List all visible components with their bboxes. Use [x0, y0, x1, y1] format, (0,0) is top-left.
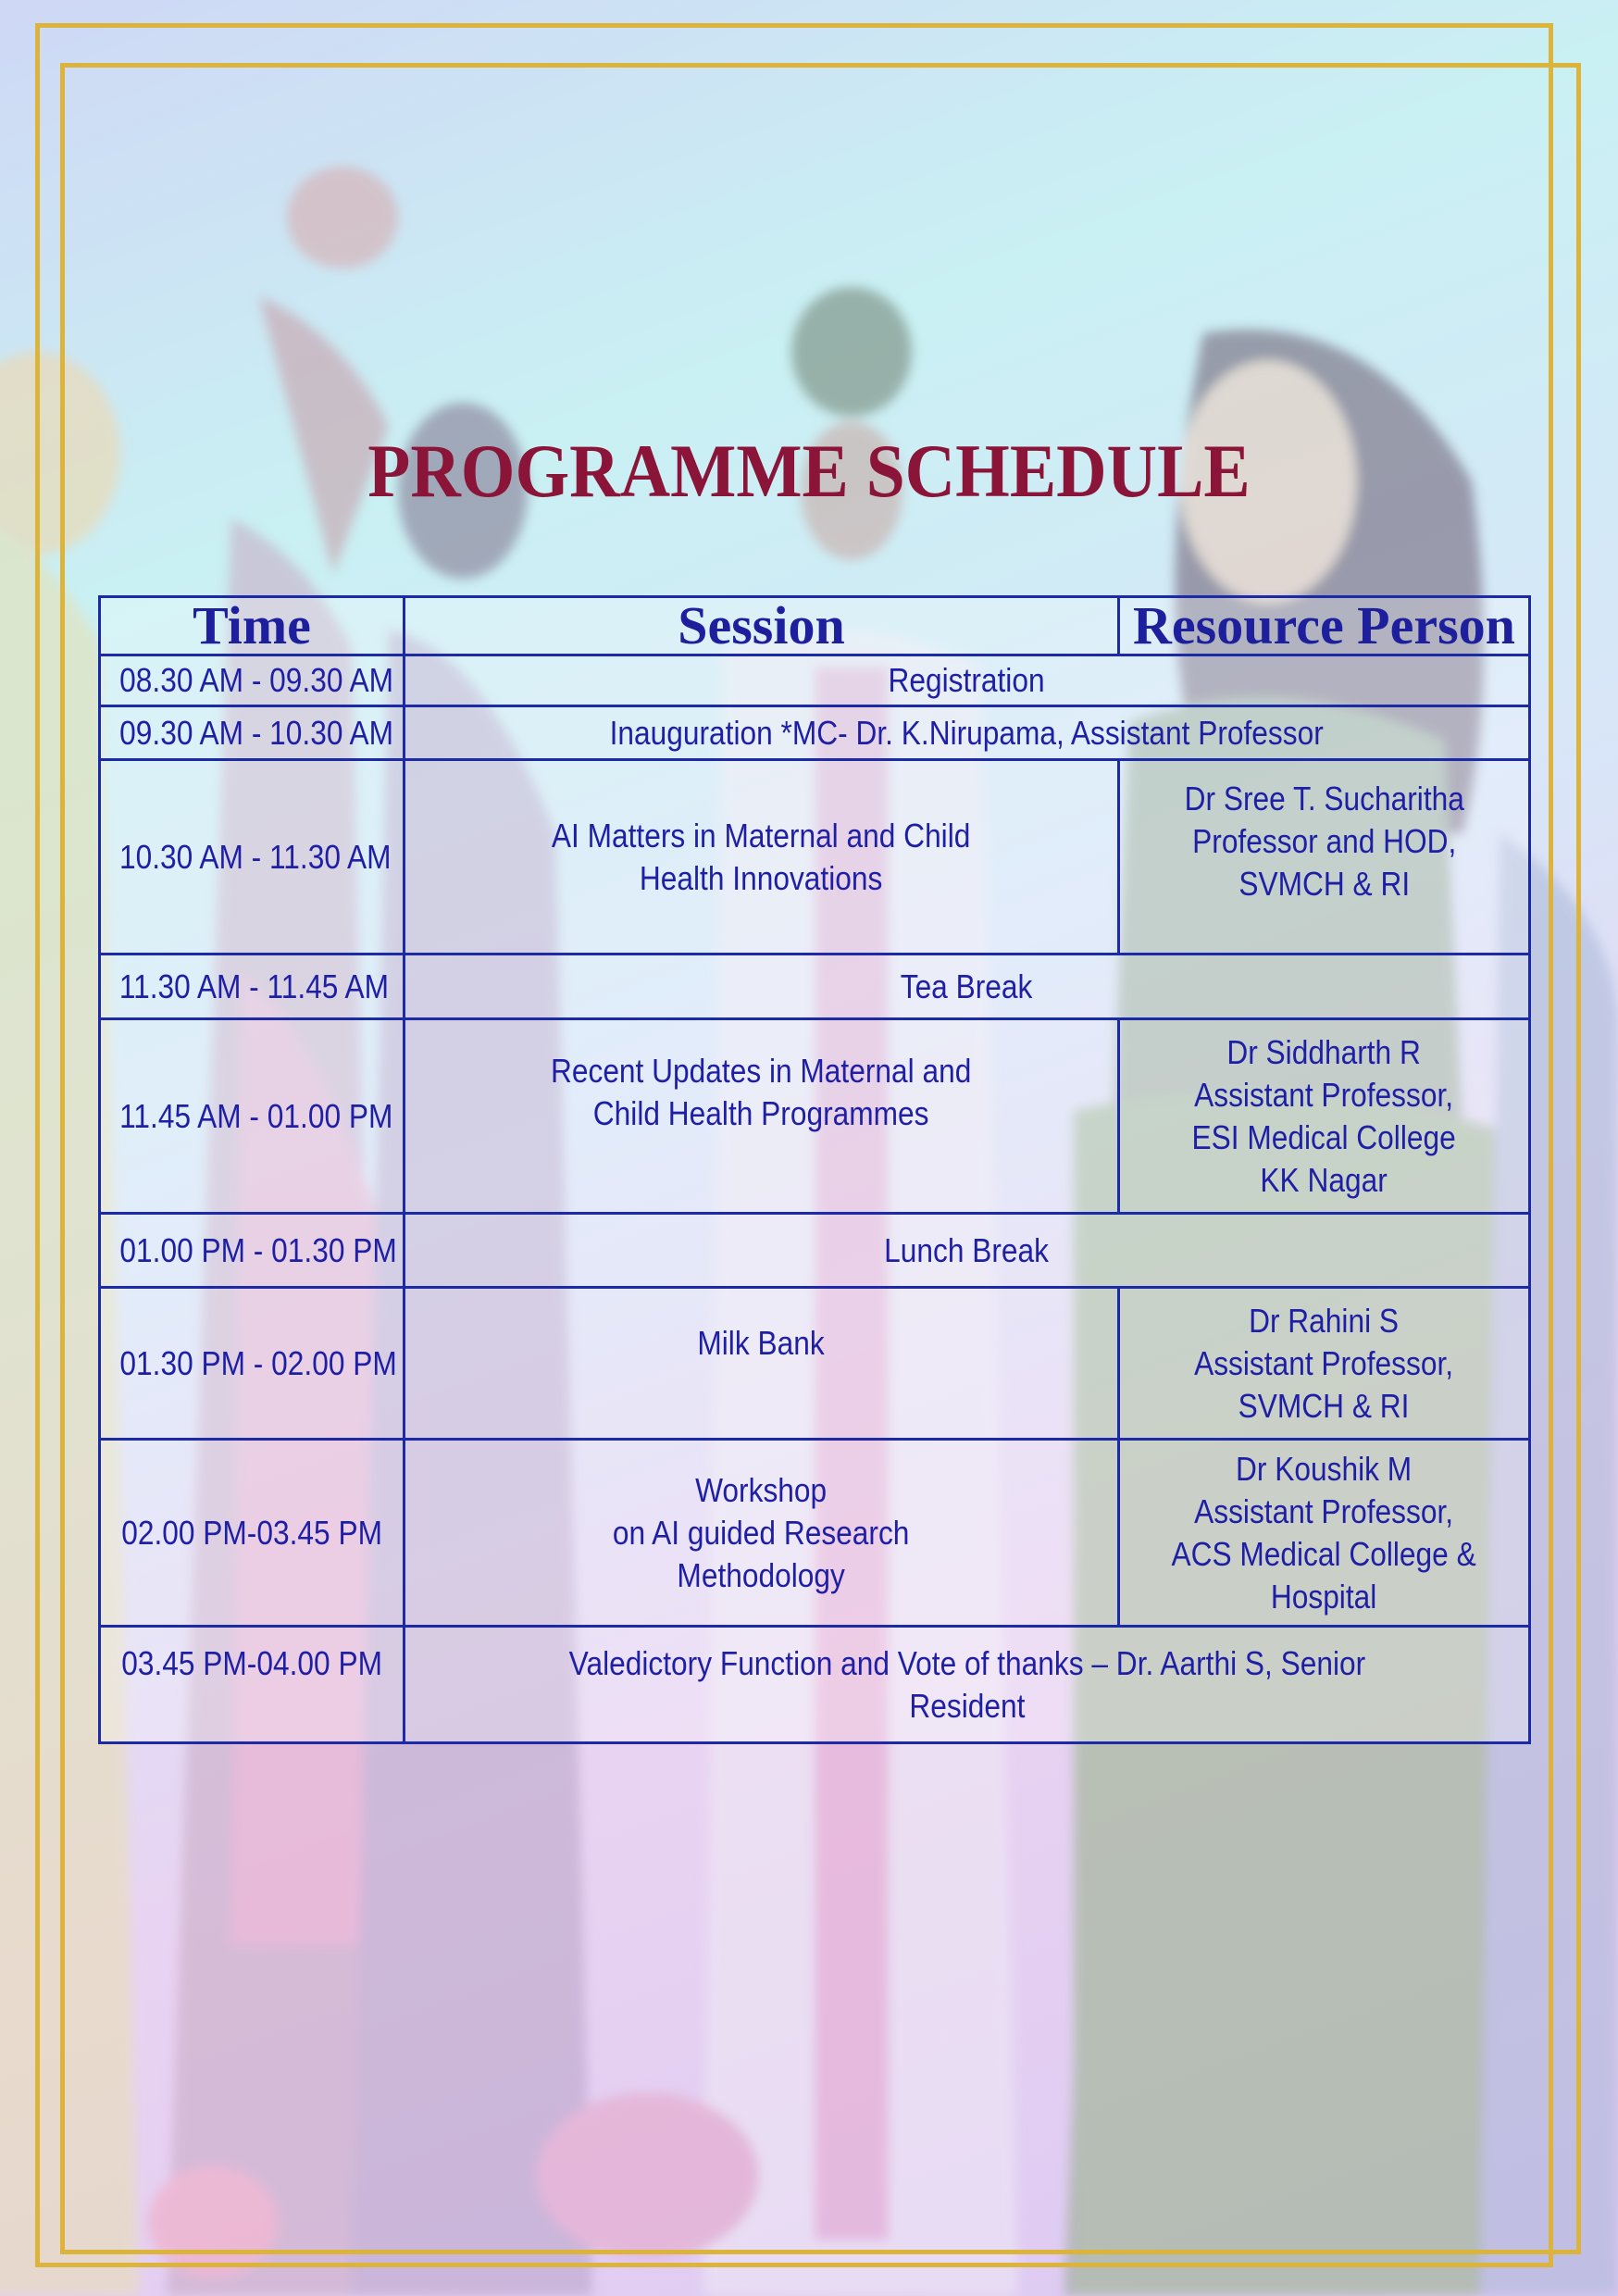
table-row — [100, 760, 1530, 955]
session-cell: Milk Bank — [404, 1288, 1119, 1440]
time-cell: 10.30 AM - 11.30 AM — [100, 760, 404, 955]
table-row — [100, 655, 1530, 706]
resource-cell: Dr Rahini S Assistant Professor, SVMCH & RI — [1119, 1288, 1530, 1440]
table-row — [100, 1288, 1530, 1440]
table-row — [100, 1440, 1530, 1627]
resource-cell: Dr Siddharth R Assistant Professor, ESI Medical College KK Nagar — [1119, 1019, 1530, 1214]
time-cell: 03.45 PM-04.00 PM — [100, 1627, 404, 1743]
session-cell: Valedictory Function and Vote of thanks – Dr. Aarthi S, Senior Resident — [404, 1627, 1530, 1743]
time-cell: 02.00 PM-03.45 PM — [100, 1440, 404, 1627]
time-cell: 11.30 AM - 11.45 AM — [100, 955, 404, 1019]
header-resource: Resource Person — [1119, 597, 1530, 655]
session-cell: Inauguration *MC- Dr. K.Nirupama, Assistant Professor — [404, 706, 1530, 760]
resource-cell: Dr Sree T. Sucharitha Professor and HOD, SVMCH & RI — [1119, 760, 1530, 955]
time-cell: 08.30 AM - 09.30 AM — [100, 655, 404, 706]
time-cell: 11.45 AM - 01.00 PM — [100, 1019, 404, 1214]
header-session: Session — [404, 597, 1119, 655]
session-cell: Lunch Break — [404, 1214, 1530, 1288]
session-cell: Recent Updates in Maternal and Child Health Programmes — [404, 1019, 1119, 1214]
table-row — [100, 1627, 1530, 1743]
session-cell: Tea Break — [404, 955, 1530, 1019]
session-cell: AI Matters in Maternal and Child Health Innovations — [404, 760, 1119, 955]
resource-cell: Dr Koushik M Assistant Professor, ACS Medical College & Hospital — [1119, 1440, 1530, 1627]
schedule-table — [98, 595, 1531, 1744]
table-row — [100, 706, 1530, 760]
session-cell: Registration — [404, 655, 1530, 706]
session-cell: Workshop on AI guided Research Methodology — [404, 1440, 1119, 1627]
header-time: Time — [100, 597, 404, 655]
table-row — [100, 1019, 1530, 1214]
time-cell: 09.30 AM - 10.30 AM — [100, 706, 404, 760]
table-row — [100, 955, 1530, 1019]
time-cell: 01.00 PM - 01.30 PM — [100, 1214, 404, 1288]
table-row — [100, 1214, 1530, 1288]
time-cell: 01.30 PM - 02.00 PM — [100, 1288, 404, 1440]
table-header-row — [100, 597, 1530, 655]
page-title: PROGRAMME SCHEDULE — [367, 429, 1251, 513]
